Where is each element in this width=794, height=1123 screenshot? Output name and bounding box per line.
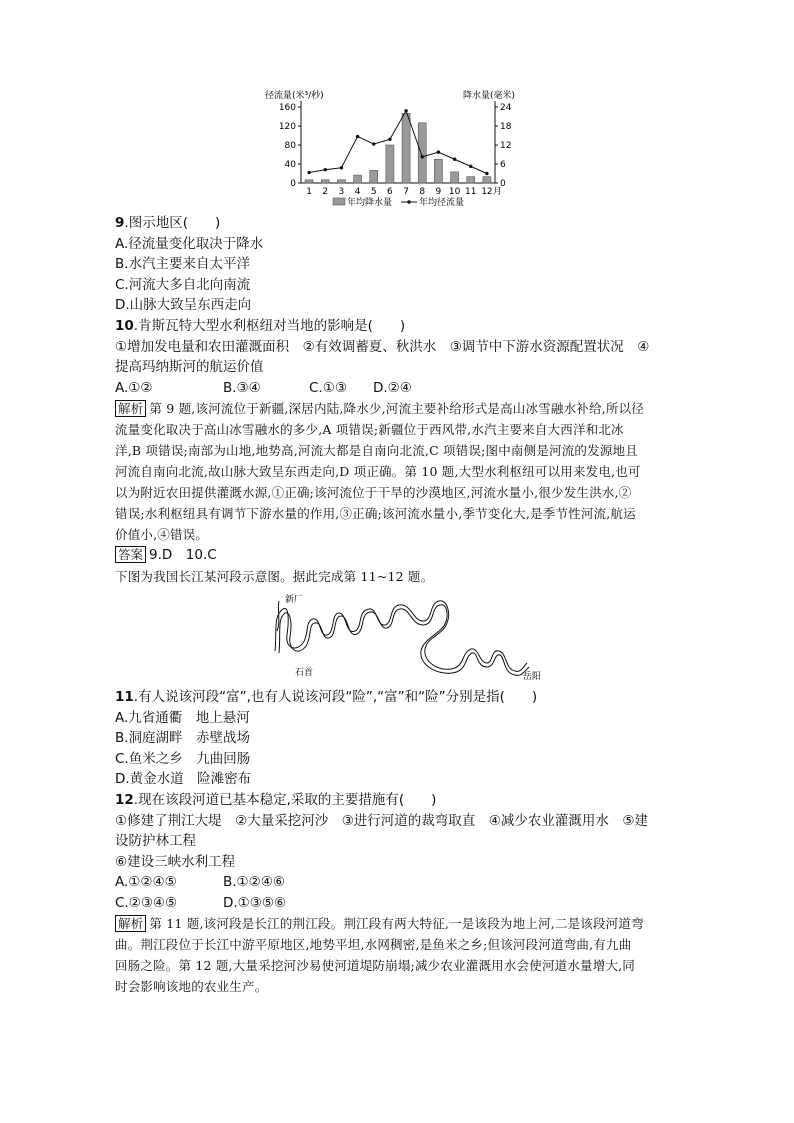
precip-bar [386, 145, 394, 183]
q11-option-b: B.洞庭湖畔 赤壁战场 [115, 730, 251, 747]
q9-option-c: C.河流大多自北向南流 [115, 276, 251, 293]
left-tick-label: 0 [290, 179, 296, 189]
left-tick-label: 40 [284, 160, 296, 170]
x-tick-label: 10 [448, 187, 461, 197]
precip-bar [337, 180, 345, 183]
q10-option-a: A.①② [115, 379, 153, 396]
q12-options-row2 [115, 893, 690, 914]
runoff-point [453, 158, 456, 161]
river-channel [275, 601, 529, 676]
q10-items-line1: ①增加发电量和农田灌溉面积 ②有效调蓄夏、秋洪水 ③调节中下游水资源配置状况 ④ [115, 338, 650, 355]
legend-bar-label: 年均降水量 [347, 198, 393, 208]
explanation-11-12: 解析 第 11 题,该河段是长江的荆江段。荆江段有两大特征,一是该段为地上河,二是该段河道弯 曲。荆江段位于长江中游平原地区,地势平坦,水网稠密,是鱼米之乡;但该河段河道弯曲,有九曲 回肠之险。第 12 题,大量采挖河沙易使河道堤防崩塌;减少农业灌溉用水会使河道水量增大,同 时会影响该地的农业生产。 [115, 916, 644, 995]
x-unit-label: 月 [493, 187, 503, 197]
precip-bar [370, 170, 378, 183]
q12-option-c: C.②③④⑤ [115, 894, 178, 911]
q9-option-b: B.水汽主要来自太平洋 [115, 256, 251, 273]
runoff-point [388, 138, 391, 141]
q12-option-d: D.①③⑤⑥ [223, 894, 287, 911]
answer-9-10: 答案 9.D 10.C [115, 545, 690, 566]
q12-option-b: B.①②④⑥ [223, 874, 285, 891]
right-tick-label: 0 [500, 179, 506, 189]
runoff-point [469, 165, 472, 168]
right-tick-label: 6 [500, 160, 506, 170]
question-10-stem: 10.肯斯瓦特大型水利枢纽对当地的影响是( ) [115, 317, 406, 334]
precip-bar [354, 175, 362, 183]
q9-option-d: D.山脉大致呈东西走向 [115, 297, 252, 314]
q12-items-line3: ⑥建设三峡水利工程 [115, 853, 236, 870]
right-tick-label: 12 [500, 141, 512, 151]
legend-line-dot [407, 200, 410, 203]
runoff-point [421, 155, 424, 158]
legend-line-label: 年均径流量 [419, 198, 465, 208]
runoff-point [372, 142, 375, 145]
precip-bar [305, 180, 313, 183]
label-xinchang: 新厂 [285, 594, 304, 605]
q10-option-d: D.②④ [373, 379, 412, 396]
runoff-point [324, 168, 327, 171]
x-tick-label: 7 [403, 187, 409, 197]
left-axis-title: 径流量(米³/秒) [265, 91, 324, 101]
x-tick-label: 9 [435, 187, 442, 197]
q11-option-c: C.鱼米之乡 九曲回肠 [115, 750, 251, 767]
river-intro: 下图为我国长江某河段示意图。据此完成第 11~12 题。 [115, 568, 434, 584]
q11-option-a: A.九省通衢 地上悬河 [115, 709, 250, 726]
runoff-point [404, 109, 407, 112]
q12-option-a: A.①②④⑤ [115, 874, 177, 891]
q9-option-a: A.径流量变化取决于降水 [115, 235, 264, 252]
precip-bar [451, 172, 459, 183]
q12-items-line2: 设防护林工程 [115, 833, 196, 850]
runoff-point [356, 135, 359, 138]
precip-bar [483, 177, 491, 183]
precip-bar [321, 180, 329, 183]
right-tick-label: 18 [500, 122, 512, 132]
legend-bar-swatch [333, 198, 345, 205]
answer-tag: 答案 [115, 546, 146, 563]
precip-bar [434, 159, 442, 183]
x-tick-label: 11 [465, 187, 477, 197]
runoff-point [437, 150, 440, 153]
x-tick-label: 1 [306, 187, 312, 197]
q12-options-row1 [115, 872, 690, 893]
x-tick-label: 2 [322, 187, 329, 197]
left-tick-label: 160 [278, 103, 296, 113]
right-axis-title: 降水量(毫米) [463, 91, 516, 101]
q11-option-d: D.黄金水道 险滩密布 [115, 771, 252, 788]
explanation-tag: 解析 [115, 400, 146, 417]
question-11-stem: 11.有人说该河段“富”,也有人说该河段“险”,“富”和“险”分别是指( ) [115, 688, 538, 705]
explanation-9-10: 解析 第 9 题,该河流位于新疆,深居内陆,降水少,河流主要补给形式是高山冰雪融水补给,所以径 流量变化取决于高山冰雪融水的多少,A 项错误;新疆位于西风带,水汽主要来自大西洋和北冰 洋,B 项错误;南部为山地,地势高,河流大都是自南向北流,C 项错误;图中南侧是河流的发源地且 河流自南向北流,故山脉大致呈东西走向,D 项正确。第 10 题,大型水利枢纽可以用来发电,也可 以为附近农田提供灌溉水源,①正确;该河流位于干旱的沙漠地区,河流水量小,很少发生洪水,② 错误;水利枢纽具有调节下游水量的作用,③正确;该河流水量小,季节变化大,是季节性河流,航运 价值小,④错误。 [115, 401, 644, 543]
runoff-line [309, 111, 487, 174]
left-tick-label: 120 [278, 122, 296, 132]
yangtze-river-map [265, 591, 555, 683]
precip-bar [418, 123, 426, 183]
chart-plot-area [279, 101, 512, 208]
explanation-tag: 解析 [115, 915, 146, 932]
question-9-stem: 9.图示地区( ) [115, 215, 221, 231]
label-yueyang: 岳阳 [523, 671, 542, 682]
precip-bar [402, 113, 410, 183]
label-shishou: 石首 [295, 667, 314, 678]
precip-bar [467, 177, 475, 183]
q10-items-line2: 提高玛纳斯河的航运价值 [115, 359, 264, 376]
q12-items-line1: ①修建了荆江大堤 ②大量采挖河沙 ③进行河道的裁弯取直 ④减少农业灌溉用水 ⑤建 [115, 812, 649, 829]
runoff-point [485, 172, 488, 175]
x-tick-label: 5 [370, 187, 377, 197]
left-tick-label: 80 [284, 141, 296, 151]
x-tick-label: 6 [387, 187, 393, 197]
question-12-stem: 12.现在该段河道已基本稳定,采取的主要措施有( ) [115, 791, 437, 808]
q10-option-c: C.①③ [309, 379, 347, 396]
x-tick-label: 8 [419, 187, 426, 197]
q10-options [115, 378, 690, 399]
right-tick-label: 24 [500, 103, 512, 113]
climate-runoff-chart [265, 86, 525, 211]
worksheet-page [115, 86, 690, 997]
runoff-point [340, 166, 343, 169]
x-tick-label: 12 [481, 187, 493, 197]
x-tick-label: 4 [354, 187, 361, 197]
x-tick-label: 3 [338, 187, 345, 197]
q10-option-b: B.③④ [223, 379, 261, 396]
runoff-point [307, 171, 310, 174]
